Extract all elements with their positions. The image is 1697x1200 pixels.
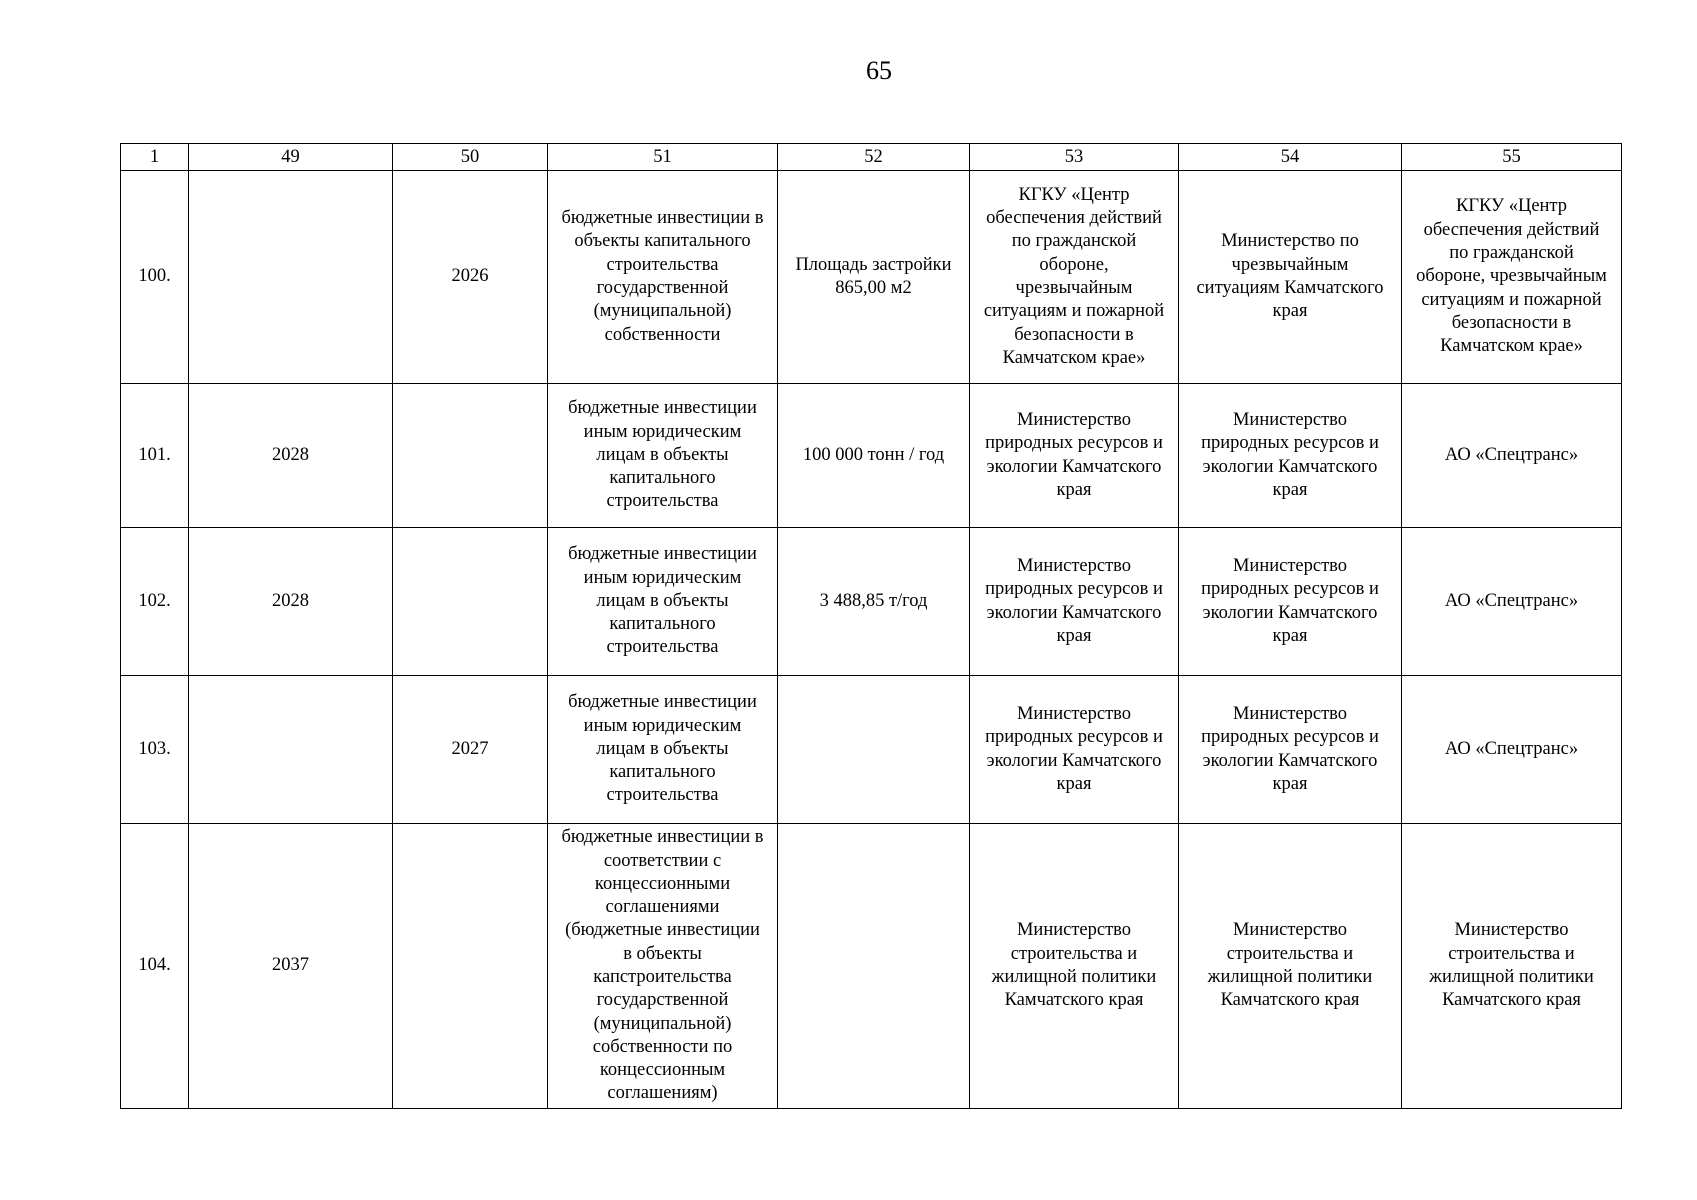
table-cell — [778, 676, 970, 824]
column-header: 51 — [548, 144, 778, 171]
table-cell: 100 000 тонн / год — [778, 384, 970, 528]
table-cell: КГКУ «Центр обеспечения действий по гражданской обороне, чрезвычайным ситуациям и пожарной безопасности в Камчатском крае» — [970, 171, 1179, 384]
column-header: 49 — [189, 144, 393, 171]
table-header — [121, 144, 1622, 171]
table-cell: 2028 — [189, 384, 393, 528]
table-cell: АО «Спецтранс» — [1402, 528, 1622, 676]
column-header: 1 — [121, 144, 189, 171]
table-body — [121, 171, 1622, 1109]
table-cell: Министерство строительства и жилищной политики Камчатского края — [1402, 824, 1622, 1109]
table-cell: бюджетные инвестиции в соответствии с концессионными соглашениями (бюджетные инвестиции в объекты капстроительства государственной (муниципальной) собственности по концессионным соглашениям) — [548, 824, 778, 1109]
column-header: 55 — [1402, 144, 1622, 171]
table-cell: Министерство природных ресурсов и экологии Камчатского края — [970, 528, 1179, 676]
table-row — [121, 824, 1622, 1109]
column-header: 50 — [393, 144, 548, 171]
header-row — [121, 144, 1622, 171]
table-cell — [393, 528, 548, 676]
table-cell: Площадь застройки 865,00 м2 — [778, 171, 970, 384]
table-cell: бюджетные инвестиции иным юридическим лицам в объекты капитального строительства — [548, 528, 778, 676]
table-row — [121, 384, 1622, 528]
table-row — [121, 528, 1622, 676]
table-cell: 3 488,85 т/год — [778, 528, 970, 676]
table-cell: бюджетные инвестиции в объекты капитального строительства государственной (муниципальной) собственности — [548, 171, 778, 384]
table-cell: КГКУ «Центр обеспечения действий по гражданской обороне, чрезвычайным ситуациям и пожарной безопасности в Камчатском крае» — [1402, 171, 1622, 384]
table-cell: Министерство природных ресурсов и экологии Камчатского края — [1179, 384, 1402, 528]
table-cell: 2026 — [393, 171, 548, 384]
table-cell: АО «Спецтранс» — [1402, 384, 1622, 528]
row-number-cell: 101. — [121, 384, 189, 528]
column-header: 54 — [1179, 144, 1402, 171]
table-cell: Министерство по чрезвычайным ситуациям Камчатского края — [1179, 171, 1402, 384]
table-cell — [393, 824, 548, 1109]
table-cell — [189, 676, 393, 824]
table-row — [121, 171, 1622, 384]
row-number-cell: 104. — [121, 824, 189, 1109]
table-cell — [778, 824, 970, 1109]
table-cell: 2028 — [189, 528, 393, 676]
column-header: 53 — [970, 144, 1179, 171]
table-cell: 2027 — [393, 676, 548, 824]
table-cell — [393, 384, 548, 528]
table-cell: 2037 — [189, 824, 393, 1109]
table-cell: Министерство природных ресурсов и экологии Камчатского края — [1179, 676, 1402, 824]
table-cell: бюджетные инвестиции иным юридическим лицам в объекты капитального строительства — [548, 676, 778, 824]
table-cell: Министерство природных ресурсов и экологии Камчатского края — [970, 676, 1179, 824]
table-cell: Министерство строительства и жилищной политики Камчатского края — [1179, 824, 1402, 1109]
data-table — [120, 143, 1622, 1109]
table-cell: Министерство природных ресурсов и экологии Камчатского края — [1179, 528, 1402, 676]
table-row — [121, 676, 1622, 824]
row-number-cell: 100. — [121, 171, 189, 384]
table-cell: Министерство строительства и жилищной политики Камчатского края — [970, 824, 1179, 1109]
row-number-cell: 102. — [121, 528, 189, 676]
table-cell: АО «Спецтранс» — [1402, 676, 1622, 824]
row-number-cell: 103. — [121, 676, 189, 824]
page-number: 65 — [866, 56, 892, 85]
table-cell: Министерство природных ресурсов и экологии Камчатского края — [970, 384, 1179, 528]
column-header: 52 — [778, 144, 970, 171]
table-cell: бюджетные инвестиции иным юридическим лицам в объекты капитального строительства — [548, 384, 778, 528]
table-cell — [189, 171, 393, 384]
